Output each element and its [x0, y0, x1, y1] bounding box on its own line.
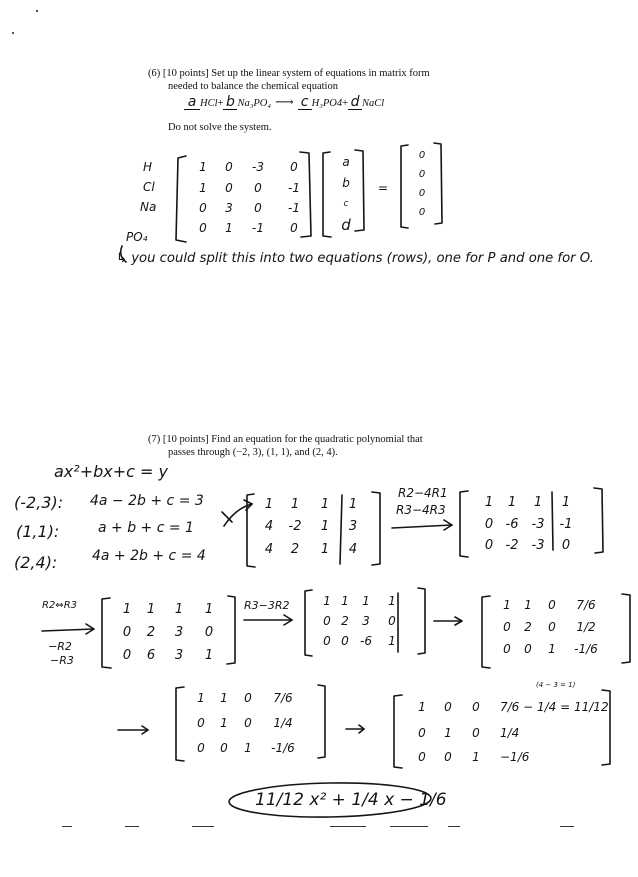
row-operation: R2⇔R3: [42, 600, 77, 611]
matrix-cell: 1: [220, 716, 228, 730]
matrix-cell: 1: [323, 594, 331, 608]
matrix-cell: 0: [548, 598, 556, 612]
matrix-cell: 1: [320, 542, 330, 557]
bracket-right: [355, 150, 364, 231]
matrix-cell: 1: [362, 594, 370, 608]
var-c: c: [343, 199, 349, 209]
bracket-left: [176, 156, 186, 242]
matrix-cell: 1: [341, 594, 349, 608]
bracket-right: [434, 143, 442, 224]
matrix-cell: 1: [348, 497, 358, 512]
matrix-cell: 1: [146, 602, 156, 617]
matrix-cell: -1: [559, 517, 573, 532]
matrix-cell: 1: [507, 495, 517, 510]
matrix-cell: 1: [244, 741, 252, 755]
matrix-cell: 0: [199, 201, 207, 215]
matrix-cell: -1/6: [271, 741, 295, 755]
matrix-cell: 0: [290, 221, 298, 235]
matrix-cell: 0: [290, 160, 298, 174]
matrix-cell: -1: [252, 221, 264, 235]
matrix-cell: -1/6: [574, 642, 598, 656]
bracket-left: [401, 145, 408, 228]
bracket-left: [460, 491, 468, 557]
matrix-cell: 0: [197, 716, 205, 730]
rhs-value: 0: [418, 169, 426, 180]
point-label: (1,1):: [16, 522, 60, 541]
matrix-cell: 1: [533, 495, 543, 510]
matrix-cell: 1: [199, 181, 207, 195]
matrix-cell: 0: [484, 517, 494, 532]
equals-sign: =: [378, 181, 389, 195]
bracket-left: [323, 152, 331, 237]
scan-dash: [62, 826, 72, 827]
bracket-left: [176, 687, 184, 761]
matrix-cell: 0: [244, 716, 252, 730]
matrix-cell: 1/4: [500, 726, 520, 740]
matrix-cell: 0: [254, 181, 262, 195]
coef-b: b: [223, 96, 237, 110]
matrix-cell: 0: [472, 700, 480, 714]
matrix-cell: 0: [220, 741, 228, 755]
augment-bar: [340, 495, 342, 564]
matrix-cell: 0: [444, 700, 452, 714]
matrix-cell: 0: [323, 614, 331, 628]
bracket-right: [318, 685, 325, 758]
side-calculation: (4 − 3 = 1): [536, 681, 576, 689]
bracket-left: [305, 590, 312, 656]
matrix-cell: 0: [418, 750, 426, 764]
matrix-cell: 4: [348, 542, 358, 557]
coef-d: d: [348, 96, 362, 110]
matrix-cell: 0: [503, 642, 511, 656]
matrix-cell: 0: [204, 625, 214, 640]
matrix-cell: 1: [204, 648, 214, 663]
bracket-right: [622, 594, 630, 663]
scan-dash: [390, 826, 428, 827]
scan-dash: [448, 826, 460, 827]
problem6-note: Do not solve the system.: [168, 122, 272, 133]
final-answer: 11/12 x² + 1/4 x − 1/6: [255, 790, 447, 810]
matrix-cell: 1: [388, 594, 396, 608]
var-a: a: [342, 155, 350, 169]
system-equation: 4a + 2b + c = 4: [92, 548, 206, 564]
var-d: d: [341, 216, 351, 234]
matrix-cell: -6: [360, 634, 372, 648]
row-operation: R2−4R1: [398, 486, 448, 500]
matrix-cell: 1: [320, 519, 330, 534]
bracket-right: [372, 492, 380, 565]
matrix-cell: 0: [341, 634, 349, 648]
matrix-cell: 1: [444, 726, 452, 740]
matrix-cell: 3: [362, 614, 370, 628]
bracket-right: [594, 488, 603, 553]
matrix-cell: 0: [418, 726, 426, 740]
matrix-cell: 1: [503, 598, 511, 612]
var-b: b: [342, 176, 350, 190]
row-label-po4: PO₄: [126, 230, 148, 244]
row-label-h: H: [143, 160, 153, 174]
problem6-header: (6) [10 points] Set up the linear system of equations in matrix form: [148, 68, 430, 79]
matrix-cell: -3: [531, 538, 545, 553]
matrix-cell: 2: [341, 614, 349, 628]
matrix-cell: 7/6: [576, 598, 596, 612]
matrix-cell: 3: [225, 201, 233, 215]
bracket-right: [602, 690, 610, 765]
scan-dash: [560, 826, 574, 827]
plus-sign: +: [217, 98, 224, 109]
matrix-cell: 2: [146, 625, 156, 640]
matrix-cell: 0: [254, 201, 262, 215]
matrix-cell: 2: [524, 620, 532, 634]
matrix-cell: -1: [288, 201, 300, 215]
arrow: [42, 629, 94, 631]
scan-dash: [330, 826, 366, 827]
matrix-cell: 3: [174, 648, 184, 663]
term-nacl: NaCl: [362, 98, 385, 109]
matrix-cell: 1: [197, 691, 205, 705]
matrix-cell: 0: [197, 741, 205, 755]
term-hcl: HCl: [200, 98, 218, 109]
matrix-cell: 0: [472, 726, 480, 740]
matrix-cell: 0: [484, 538, 494, 553]
matrix-cell: 0: [548, 620, 556, 634]
bracket-right: [418, 588, 425, 654]
matrix-cell: 0: [388, 614, 396, 628]
row-label-cl: Cl: [143, 180, 155, 194]
matrix-cell: 0: [524, 642, 532, 656]
matrix-cell: 1: [548, 642, 556, 656]
matrix-cell: -6: [505, 517, 519, 532]
matrix-cell: -1: [288, 181, 300, 195]
matrix-cell: 1: [484, 495, 494, 510]
problem7-line2: passes through (−2, 3), (1, 1), and (2, 4).: [168, 447, 338, 458]
matrix-cell: 0: [244, 691, 252, 705]
matrix-cell: 0: [225, 181, 233, 195]
bracket-right: [227, 596, 235, 664]
augment-bar: [552, 492, 553, 550]
bracket-left: [482, 596, 490, 668]
rhs-value: 0: [418, 150, 426, 161]
row-operation: −R2: [48, 640, 72, 653]
problem7-header: (7) [10 points] Find an equation for the quadratic polynomial that: [148, 434, 423, 445]
matrix-cell: 3: [174, 625, 184, 640]
point-label: (2,4):: [14, 553, 58, 572]
answer-circle: [229, 781, 432, 819]
matrix-cell: 1: [122, 602, 132, 617]
matrix-cell: 1/2: [576, 620, 596, 634]
system-equation: a + b + c = 1: [98, 520, 194, 536]
matrix-cell: 2: [290, 542, 300, 557]
matrix-cell: 1: [290, 497, 300, 512]
matrix-cell: −1/6: [500, 750, 530, 764]
matrix-cell: 1: [204, 602, 214, 617]
row-operation: R3−4R3: [396, 503, 446, 517]
row-label-na: Na: [140, 200, 157, 214]
matrix-cell: 1: [388, 634, 396, 648]
problem6-line2: needed to balance the chemical equation: [168, 81, 338, 92]
matrix-cell: 7/6 − 1/4 = 11/12: [500, 700, 609, 714]
matrix-cell: 1/4: [273, 716, 293, 730]
matrix-cell: 0: [323, 634, 331, 648]
coef-c: c: [298, 96, 312, 110]
matrix-cell: 1: [524, 598, 532, 612]
matrix-cell: 1: [418, 700, 426, 714]
matrix-cell: 1: [199, 160, 207, 174]
matrix-cell: 1: [561, 495, 571, 510]
matrix-cell: 4: [264, 542, 274, 557]
bracket-left: [102, 598, 111, 668]
matrix-cell: -2: [505, 538, 519, 553]
matrix-cell: -3: [531, 517, 545, 532]
rhs-value: 0: [418, 207, 426, 218]
term-h3po4: H₃PO4: [311, 98, 343, 109]
matrix-cell: 7/6: [273, 691, 293, 705]
scan-dash: [125, 826, 139, 827]
matrix-cell: 0: [122, 648, 132, 663]
term-na3po4: Na₃PO₄: [237, 98, 271, 109]
matrix-cell: -2: [288, 519, 302, 534]
general-form: ax²+bx+c = y: [54, 462, 168, 481]
reaction-arrow: ⟶: [275, 94, 294, 109]
matrix-cell: 0: [561, 538, 571, 553]
matrix-cell: 1: [225, 221, 233, 235]
matrix-cell: 6: [146, 648, 156, 663]
bracket-right: [300, 152, 311, 237]
matrix-cell: 1: [220, 691, 228, 705]
system-equation: 4a − 2b + c = 3: [90, 493, 204, 509]
matrix-cell: 0: [225, 160, 233, 174]
comment-hook: [121, 246, 126, 262]
matrix-cell: -3: [252, 160, 264, 174]
matrix-cell: 1: [320, 497, 330, 512]
matrix-cell: 1: [174, 602, 184, 617]
bracket-left: [394, 695, 402, 768]
row-operation: R3−3R2: [244, 599, 290, 612]
matrix-cell: 0: [444, 750, 452, 764]
matrix-cell: 0: [199, 221, 207, 235]
rhs-value: 0: [418, 188, 426, 199]
coef-a: a: [184, 96, 200, 110]
point-label: (-2,3):: [14, 493, 64, 512]
plus-sign: +: [342, 98, 349, 109]
matrix-cell: 1: [264, 497, 274, 512]
matrix-cell: 0: [503, 620, 511, 634]
scan-dash: [192, 826, 214, 827]
matrix-cell: 4: [264, 519, 274, 534]
matrix-cell: 1: [472, 750, 480, 764]
handwritten-comment: ↳ you could split this into two equations (rows), one for P and one for O.: [116, 251, 594, 266]
arrow: [392, 525, 452, 528]
matrix-cell: 3: [348, 519, 358, 534]
row-operation: −R3: [50, 654, 74, 667]
matrix-cell: 0: [122, 625, 132, 640]
